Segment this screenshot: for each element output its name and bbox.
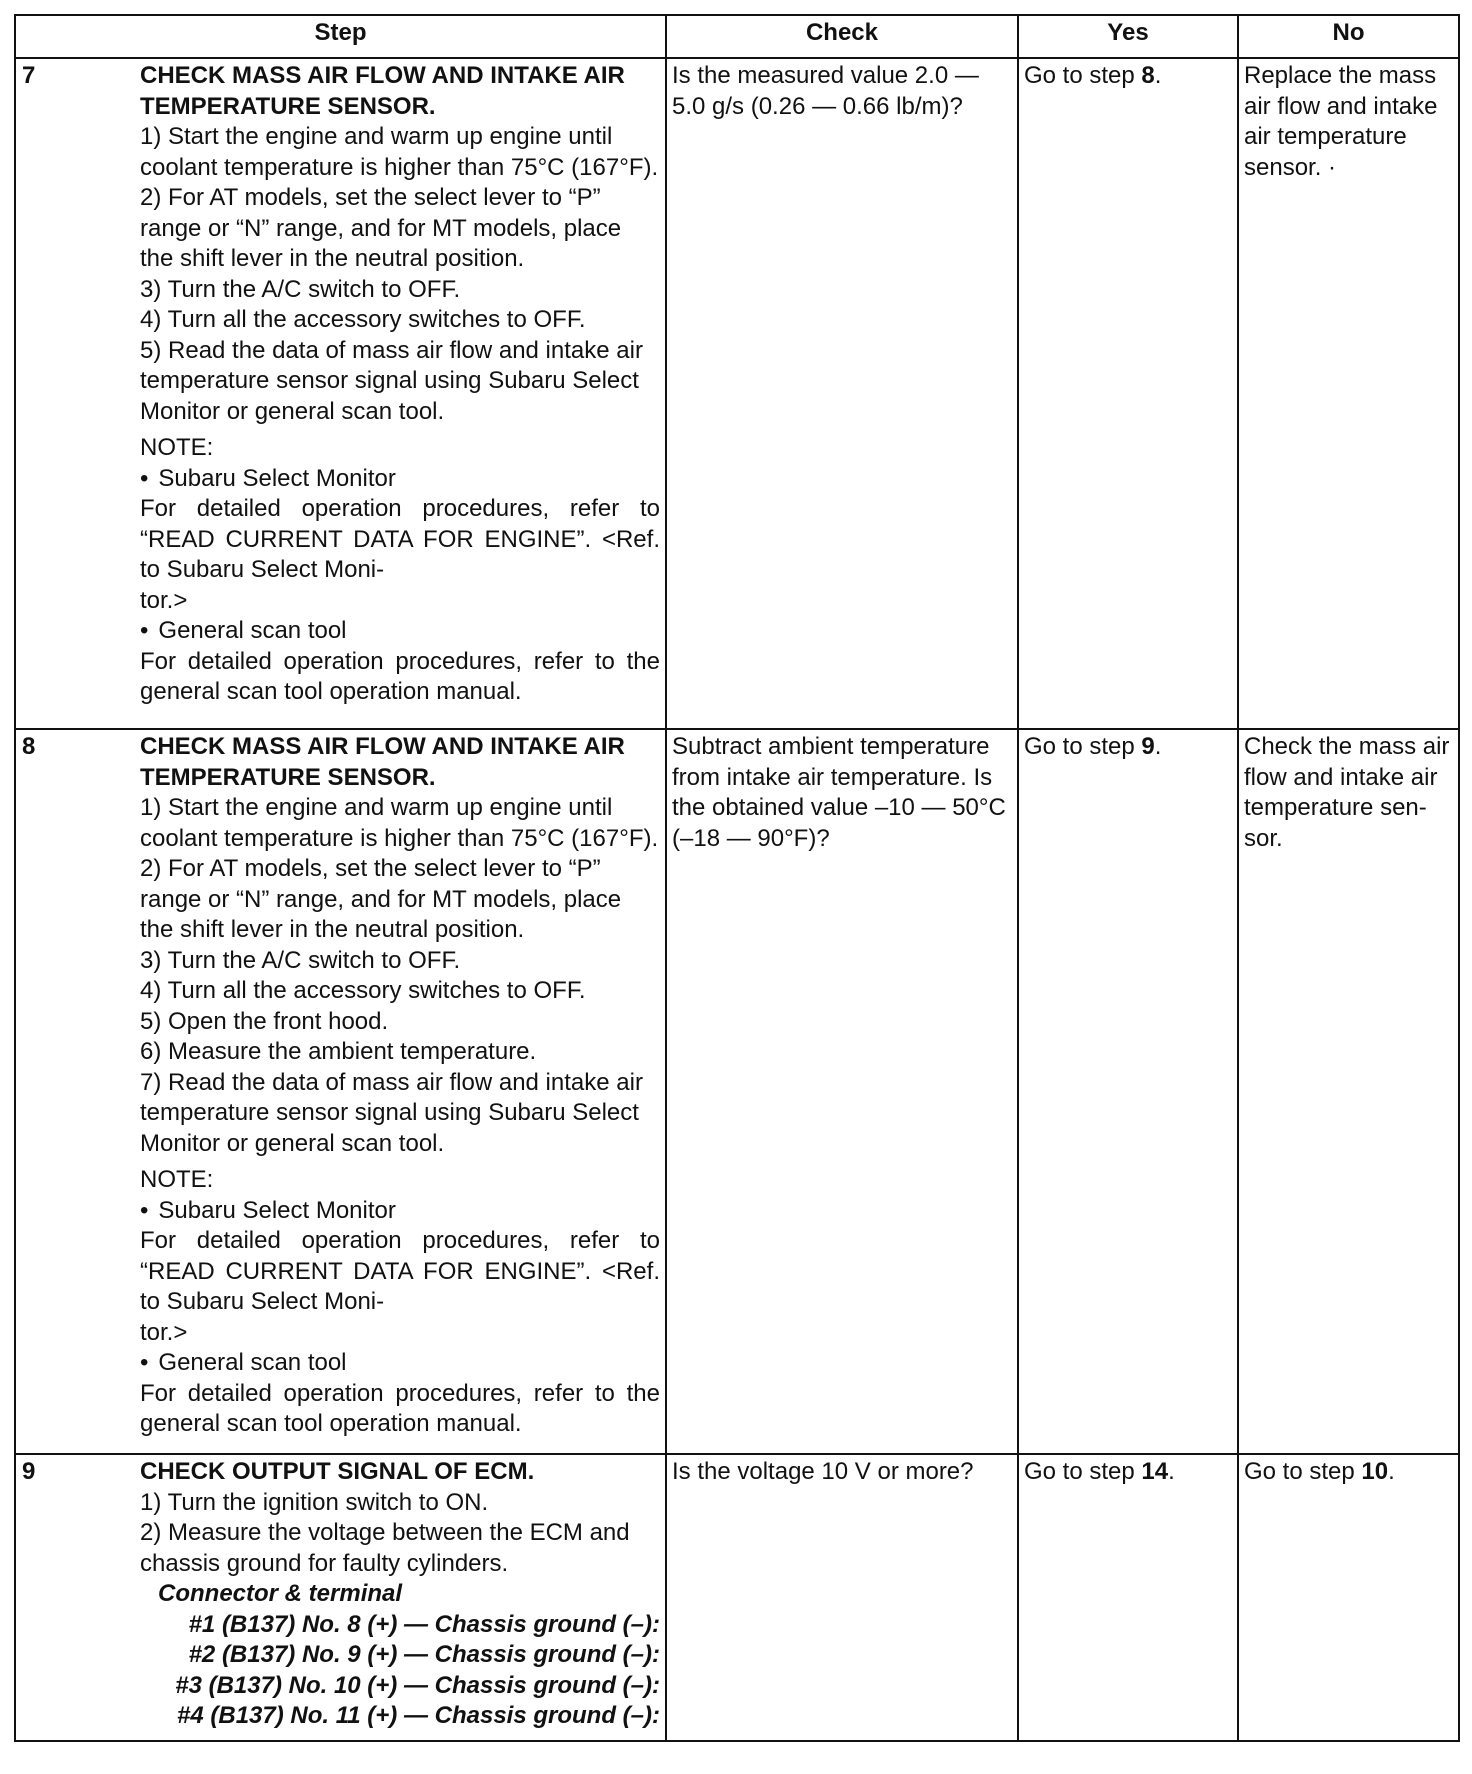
bullet-icon: [140, 1197, 158, 1224]
note-text-tail: tor.>: [140, 586, 188, 614]
note-bullet: • General scan tool: [140, 1348, 660, 1379]
no-cell: Replace the mass air flow and intake air temperature sensor. ·: [1238, 58, 1459, 729]
header-yes: Yes: [1018, 15, 1238, 58]
step-instruction: 3) Turn the A/C switch to OFF.: [140, 946, 461, 974]
step-instruction: 4) Turn all the accessory switches to OFF.: [140, 306, 586, 333]
step-instruction: 1) Start the engine and warm up engine until coolant temperature is higher than 75°C (167°F).: [140, 123, 659, 181]
yes-step-number: 8: [1141, 62, 1155, 89]
yes-cell: Go to step 8.: [1018, 58, 1238, 729]
yes-cell: Go to step 9.: [1018, 729, 1238, 1454]
table-row: [15, 729, 1459, 1454]
no-step-number: 10: [1361, 1458, 1389, 1485]
connector-terminal: #3 (B137) No. 10 (+) — Chassis ground (–):: [175, 1671, 660, 1699]
step-instruction: 2) For AT models, set the select lever to “P” range or “N” range, and for MT models, place the shift lever in the neutral position.: [140, 855, 622, 943]
yes-step-number: 9: [1141, 733, 1155, 760]
step-title: CHECK MASS AIR FLOW AND INTAKE AIR TEMPERATURE SENSOR.: [140, 733, 625, 791]
note-text-tail: tor.>: [140, 1318, 188, 1346]
header-row: [15, 15, 1459, 58]
table-row: [15, 58, 1459, 729]
step-number: 7: [22, 62, 36, 89]
connector-heading: Connector & terminal: [158, 1580, 403, 1607]
yes-step-number: 14: [1141, 1458, 1169, 1485]
note-text: For detailed operation procedures, refer to “READ CURRENT DATA FOR ENGINE”. <Ref. to Subaru Select Moni-: [140, 1227, 660, 1315]
step-instruction: 5) Read the data of mass air flow and intake air temperature sensor signal using Subaru Select Monitor or general scan tool.: [140, 336, 643, 425]
step-cell: [15, 58, 666, 729]
step-instruction: 1) Turn the ignition switch to ON.: [140, 1488, 489, 1516]
note-text: For detailed operation procedures, refer to “READ CURRENT DATA FOR ENGINE”. <Ref. to Subaru Select Moni-: [140, 495, 660, 583]
note-bullet: • Subaru Select Monitor: [140, 1196, 660, 1227]
step-instruction: 7) Read the data of mass air flow and intake air temperature sensor signal using Subaru Select Monitor or general scan tool.: [140, 1068, 643, 1157]
step-instruction: 2) For AT models, set the select lever to “P” range or “N” range, and for MT models, place the shift lever in the neutral position.: [140, 184, 622, 272]
step-instruction: 1) Start the engine and warm up engine until coolant temperature is higher than 75°C (167°F).: [140, 794, 659, 852]
bullet-icon: [140, 1349, 158, 1376]
connector-terminal: #1 (B137) No. 8 (+) — Chassis ground (–):: [188, 1610, 660, 1638]
note-bullet: • Subaru Select Monitor: [140, 464, 660, 495]
bullet-icon: [140, 465, 158, 492]
note-text: For detailed operation procedures, refer to the general scan tool operation manual.: [140, 647, 660, 705]
step-number: 8: [22, 733, 36, 760]
header-step: Step: [15, 15, 666, 58]
no-cell: Go to step 10.: [1238, 1454, 1459, 1741]
yes-cell: Go to step 14.: [1018, 1454, 1238, 1741]
no-cell: Check the mass air flow and intake air temperature sen-sor.: [1238, 729, 1459, 1454]
connector-terminal: #4 (B137) No. 11 (+) — Chassis ground (–):: [177, 1702, 660, 1729]
table-row: [15, 1454, 1459, 1741]
bullet-icon: [140, 617, 158, 644]
check-cell: Subtract ambient temperature from intake air temperature. Is the obtained value –10 — 50°C (–18 — 90°F)?: [666, 729, 1018, 1454]
step-instruction: 5) Open the front hood.: [140, 1007, 389, 1035]
step-cell: [15, 1454, 666, 1741]
header-check: Check: [666, 15, 1018, 58]
step-instruction: 2) Measure the voltage between the ECM and chassis ground for faulty cylinders.: [140, 1519, 630, 1577]
step-instruction: 6) Measure the ambient temperature.: [140, 1038, 537, 1065]
step-instruction: 4) Turn all the accessory switches to OFF.: [140, 977, 586, 1004]
note-text: For detailed operation procedures, refer to the general scan tool operation manual.: [140, 1379, 660, 1437]
note-label: NOTE:: [140, 1166, 214, 1193]
check-cell: Is the measured value 2.0 — 5.0 g/s (0.26 — 0.66 lb/m)?: [666, 58, 1018, 729]
note-bullet: • General scan tool: [140, 616, 660, 647]
step-title: CHECK MASS AIR FLOW AND INTAKE AIR TEMPERATURE SENSOR.: [140, 62, 625, 120]
step-instruction: 3) Turn the A/C switch to OFF.: [140, 275, 461, 303]
check-cell: Is the voltage 10 V or more?: [666, 1454, 1018, 1741]
connector-terminal: #2 (B137) No. 9 (+) — Chassis ground (–):: [188, 1641, 660, 1668]
header-no: No: [1238, 15, 1459, 58]
step-number: 9: [22, 1458, 36, 1485]
diagnostic-procedure-table: [14, 14, 1460, 1742]
note-label: NOTE:: [140, 434, 214, 461]
step-title: CHECK OUTPUT SIGNAL OF ECM.: [140, 1458, 535, 1485]
step-cell: [15, 729, 666, 1454]
